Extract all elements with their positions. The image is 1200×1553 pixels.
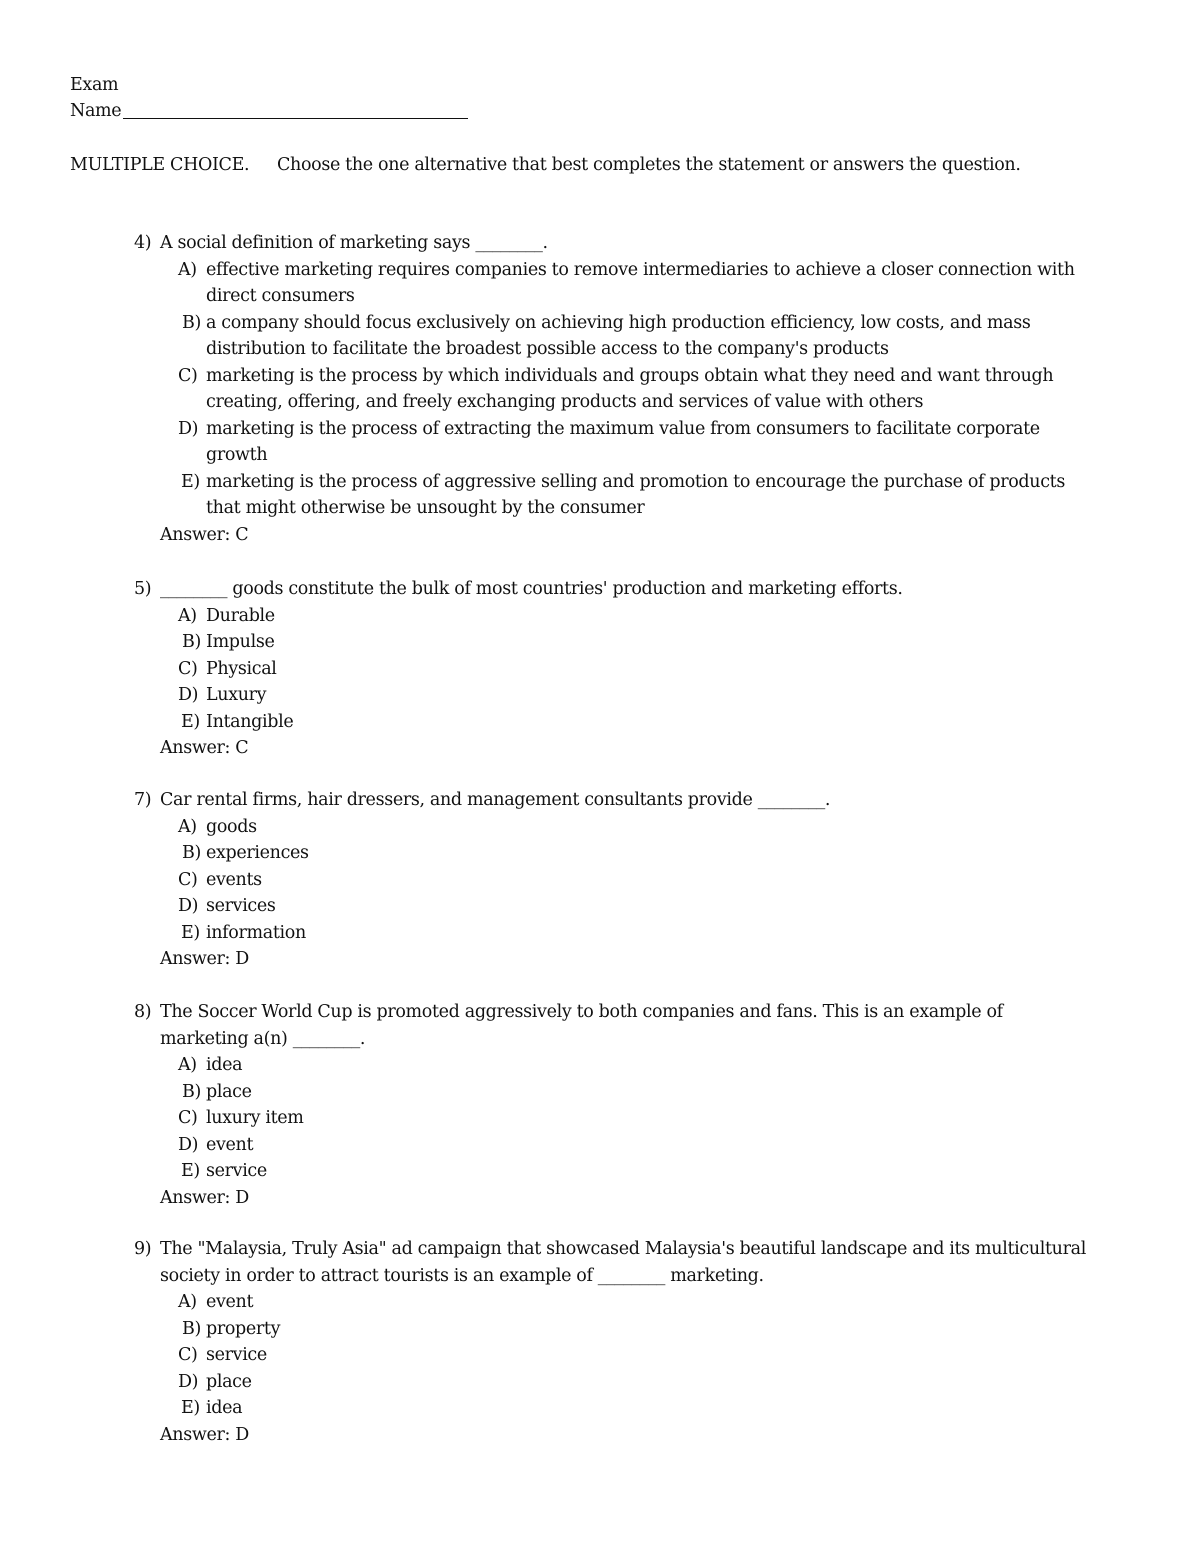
question-stem: ________ goods constitute the bulk of most countries' production and marketing efforts. [160,579,903,599]
option-text: marketing is the process of extracting the maximum value from consumers to facilitate corporate [206,418,1040,439]
option-label: E) [181,1398,200,1418]
question-stem: The "Malaysia, Truly Asia" ad campaign that showcased Malaysia's beautiful landscape and its multicultural [160,1239,1086,1259]
question-stem: society in order to attract tourists is an example of ________ marketing. [160,1265,764,1286]
option-text: direct consumers [206,286,355,306]
option-label: A) [178,1292,197,1312]
answer-key: Answer: D [160,1187,249,1208]
answer-key: Answer: D [160,949,249,969]
option-label: A) [178,605,197,626]
exam-label: Exam [70,75,119,95]
question-stem: marketing a(n) ________. [160,1028,366,1049]
option-text: creating, offering, and freely exchanging products and services of value with others [206,392,924,412]
option-label: A) [178,1055,197,1075]
option-text: services [206,896,276,916]
option-label: C) [178,365,198,386]
name-label: Name [70,101,122,121]
instructions: Choose the one alternative that best completes the statement or answers the question. [277,155,1021,175]
answer-key: Answer: C [160,524,249,545]
option-text: that might otherwise be unsought by the consumer [206,498,645,518]
option-label: A) [178,259,197,280]
question-number: 5) [134,579,152,599]
option-text: place [206,1081,252,1102]
question-number: 8) [134,1002,152,1022]
option-text: experiences [206,843,309,863]
option-text: Physical [206,658,277,679]
option-text: idea [206,1055,243,1075]
option-label: B) [182,312,201,333]
option-label: A) [178,816,197,837]
option-label: D) [178,896,199,916]
option-label: C) [178,658,198,679]
option-text: marketing is the process of aggressive selling and promotion to encourage the purchase of products [206,471,1065,492]
option-label: D) [178,1371,199,1392]
option-text: goods [206,816,257,837]
question-number: 9) [134,1239,152,1259]
option-text: service [206,1161,267,1181]
option-text: information [206,922,306,943]
option-label: D) [178,418,199,439]
option-text: Intangible [206,711,294,732]
option-label: D) [178,1134,199,1155]
option-label: E) [181,922,200,943]
answer-key: Answer: C [160,738,249,758]
option-label: C) [178,1108,198,1128]
option-text: growth [206,445,268,465]
option-text: luxury item [206,1108,304,1128]
option-text: event [206,1134,254,1155]
option-text: event [206,1292,254,1312]
option-text: service [206,1345,267,1365]
option-text: idea [206,1398,243,1418]
option-text: distribution to facilitate the broadest possible access to the company's products [206,339,889,359]
option-label: E) [181,471,200,492]
option-label: E) [181,711,200,732]
question-stem: A social definition of marketing says ________. [160,233,548,253]
option-label: B) [182,843,201,863]
option-text: marketing is the process by which individuals and groups obtain what they need and want through [206,365,1054,386]
answer-key: Answer: D [160,1424,249,1445]
question-number: 7) [134,790,152,810]
option-label: C) [178,869,198,890]
option-text: Durable [206,605,275,626]
section-label: MULTIPLE CHOICE. [70,155,250,175]
option-label: D) [178,685,199,705]
question-stem: Car rental firms, hair dressers, and management consultants provide ________. [160,790,831,810]
option-label: B) [182,632,201,652]
option-text: a company should focus exclusively on achieving high production efficiency, low costs, and mass [206,312,1031,333]
option-text: Luxury [206,685,267,705]
question-number: 4) [134,233,152,253]
option-label: B) [182,1318,201,1339]
name-blank-line [123,118,468,119]
option-label: E) [181,1161,200,1181]
option-text: place [206,1371,252,1392]
option-text: events [206,869,262,890]
option-text: effective marketing requires companies to remove intermediaries to achieve a closer connection with [206,259,1075,280]
option-label: B) [182,1081,201,1102]
question-stem: The Soccer World Cup is promoted aggressively to both companies and fans. This is an example of [160,1002,1003,1022]
option-text: property [206,1318,281,1339]
option-text: Impulse [206,632,275,652]
option-label: C) [178,1345,198,1365]
